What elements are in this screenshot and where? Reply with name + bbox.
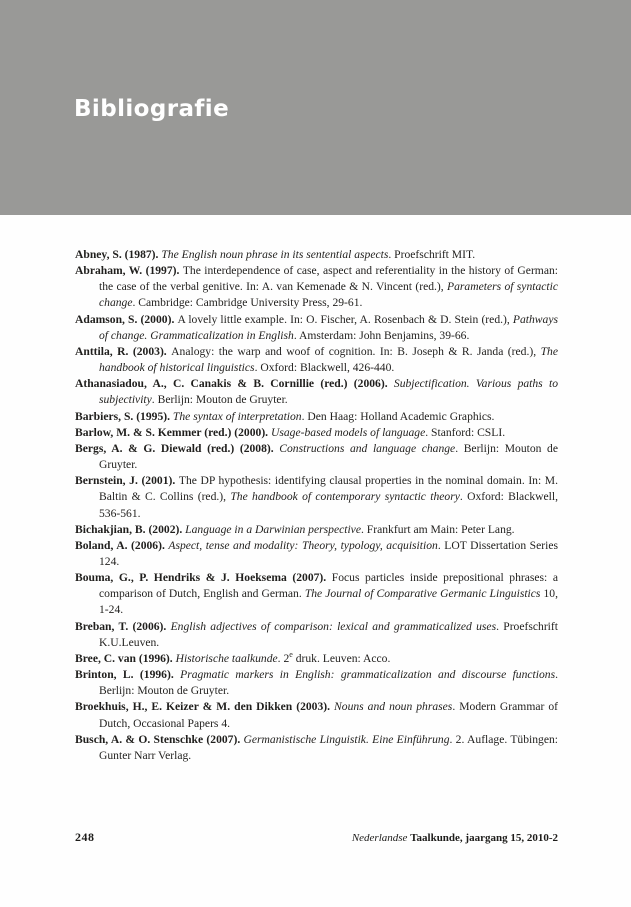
reference-entry: Abney, S. (1987). The English noun phrase in its sentential aspects. Proefschrift MIT. (75, 248, 476, 261)
chapter-header-band (0, 0, 631, 215)
page-title: Bibliografie (74, 96, 230, 122)
reference-entry: Bree, C. van (1996). Historische taalkunde. 2e druk. Leuven: Acco. (75, 650, 391, 665)
reference-entry: Bichakjian, B. (2002). Language in a Darwinian perspective. Frankfurt am Main: Peter Lang. (75, 522, 515, 536)
journal-footer: Nederlandse Taalkunde, jaargang 15, 2010-2 (351, 832, 558, 844)
reference-entry: Anttila, R. (2003). Analogy: the warp and woof of cognition. In: B. Joseph & R. Janda (red.), The handbook of historical linguistics. Oxford: Blackwell, 426-440. (75, 344, 558, 375)
reference-entry: Busch, A. & O. Stenschke (2007). Germanistische Linguistik. Eine Einführung. 2. Auflage. Tübingen: Gunter Narr Verlag. (75, 732, 558, 762)
page-number: 248 (75, 830, 95, 844)
reference-entry: Adamson, S. (2000). A lovely little example. In: O. Fischer, A. Rosenbach & D. Stein (red.), Pathways of change. Grammaticalization in English. Amsterdam: John Benjamins, 39-66. (75, 312, 558, 342)
reference-entry: Bouma, G., P. Hendriks & J. Hoeksema (2007). Focus particles inside prepositional phrases: a comparison of Dutch, English and German. The Journal of Comparative Germanic Linguistics 10, 1-24. (75, 571, 558, 617)
reference-entry: Bernstein, J. (2001). The DP hypothesis: identifying clausal properties in the nominal domain. In: M. Baltin & C. Collins (red.), The handbook of contemporary syntactic theory. Oxford: Blackwell, 536-561. (75, 474, 558, 520)
reference-entry: Barbiers, S. (1995). The syntax of interpretation. Den Haag: Holland Academic Graphics. (75, 409, 495, 423)
reference-entry: Athanasiadou, A., C. Canakis & B. Cornillie (red.) (2006). Subjectification. Various paths to subjectivity. Berlijn: Mouton de Gruyter. (75, 377, 558, 407)
page-footer (75, 830, 558, 845)
reference-entry: Broekhuis, H., E. Keizer & M. den Dikken (2003). Nouns and noun phrases. Modern Grammar of Dutch, Occasional Papers 4. (75, 700, 558, 730)
reference-entry: Barlow, M. & S. Kemmer (red.) (2000). Usage-based models of language. Stanford: CSLI. (75, 425, 506, 439)
reference-entry: Bergs, A. & G. Diewald (red.) (2008). Constructions and language change. Berlijn: Mouton de Gruyter. (75, 441, 559, 472)
reference-entry: Abraham, W. (1997). The interdependence of case, aspect and referentiality in the history of German: the case of the verbal genitive. In: A. van Kemenade & N. Vincent (red.), Parameters of syntactic change. Cambridge: Cambridge University Press, 29-61. (75, 264, 558, 310)
reference-entry: Breban, T. (2006). English adjectives of comparison: lexical and grammaticalized uses. Proefschrift K.U.Leuven. (75, 619, 558, 649)
reference-entry: Brinton, L. (1996). Pragmatic markers in English: grammaticalization and discourse functions. Berlijn: Mouton de Gruyter. (75, 668, 559, 698)
references-list (75, 247, 558, 764)
reference-entry: Boland, A. (2006). Aspect, tense and modality: Theory, typology, acquisition. LOT Dissertation Series 124. (75, 538, 558, 568)
